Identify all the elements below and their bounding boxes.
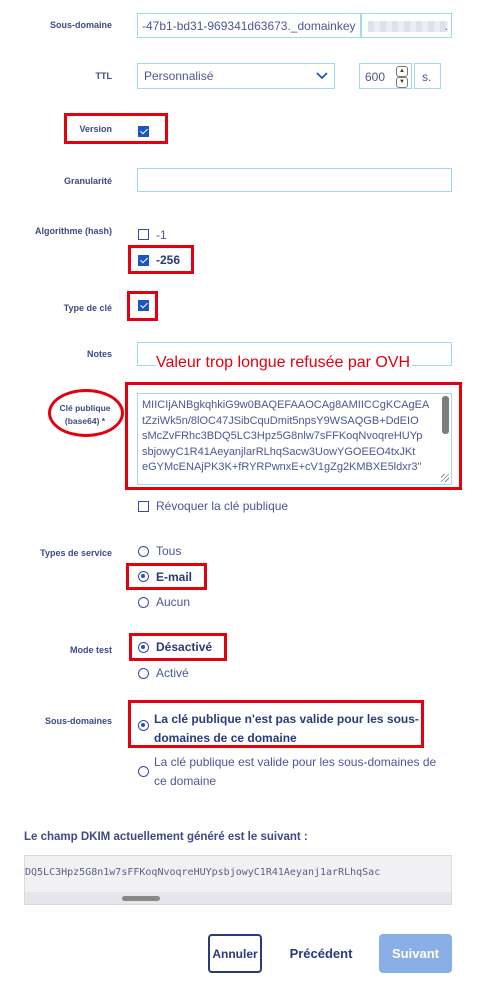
granularity-label: Granularité [63, 176, 112, 186]
public-key-label: Clé publique (base64) * [59, 403, 111, 426]
revoke-key-checkbox[interactable] [138, 501, 149, 512]
dkim-scrollbar-thumb[interactable] [122, 896, 160, 901]
hash-sha1-label: -1 [156, 228, 167, 242]
subdomains-invalid-radio[interactable] [138, 720, 149, 731]
public-key-text: MIICIjANBgkqhkiG9w0BAQEFAAOCAg8AMIICCgKCAgEA tZziWk5n/8lOC47JSibCquDmit5npsY9WSAQGB+DdEIO sMcZvFRhc3BDQ5LC3Hpz5G8nlw7sFFKoqNvoqreHUYp sbjowyC1R41AeyanjlarRLhqSacw3UowYGOEEO4txJKt eGYMcENAjPK3K+fRYRPwnxE+cV1gZg2KMBXE5ldxr3" [142, 399, 430, 473]
test-mode-on-label: Activé [156, 666, 189, 680]
ttl-label: TTL [95, 71, 112, 81]
chevron-down-icon [316, 72, 328, 80]
subdomains-valid-radio[interactable] [138, 766, 149, 777]
hash-algorithm-label: Algorithme (hash) [34, 226, 112, 236]
previous-button[interactable]: Précédent [289, 946, 353, 961]
service-all-radio[interactable] [138, 546, 149, 557]
subdomain-domain-input[interactable]: . [361, 13, 452, 38]
test-mode-label: Mode test [69, 645, 112, 655]
stepper-down-icon[interactable]: ▼ [396, 77, 408, 88]
ttl-number-input[interactable]: 600 ▲ ▼ [359, 63, 412, 89]
key-type-checkbox[interactable] [138, 300, 149, 311]
key-type-label: Type de clé [63, 303, 112, 313]
test-mode-off-label: Désactivé [156, 640, 213, 654]
ttl-stepper[interactable] [396, 66, 408, 86]
version-checkbox[interactable] [138, 126, 149, 137]
version-label: Version [79, 124, 112, 134]
ttl-unit: s. [414, 63, 441, 89]
hash-sha1-checkbox[interactable] [138, 229, 149, 240]
version-highlight [64, 113, 168, 144]
dkim-heading: Le champ DKIM actuellement généré est le suivant : [24, 831, 308, 843]
subdomains-label: Sous-domaines [44, 716, 112, 726]
textarea-scrollbar[interactable] [442, 396, 449, 434]
service-types-label: Types de service [40, 548, 112, 558]
subdomain-input[interactable]: -47b1-bd31-969341d63673._domainkey [137, 13, 361, 38]
test-mode-on-radio[interactable] [138, 668, 149, 679]
subdomain-label: Sous-domaine [49, 20, 112, 30]
granularity-input[interactable] [137, 168, 452, 192]
hash-sha256-label: -256 [156, 253, 181, 267]
service-none-radio[interactable] [138, 597, 149, 608]
blurred-domain-text [368, 21, 448, 32]
dkim-field [24, 855, 452, 905]
next-button[interactable]: Suivant [379, 934, 452, 973]
ttl-select[interactable]: Personnalisé [137, 63, 335, 89]
service-all-label: Tous [156, 544, 182, 558]
hash-sha256-checkbox[interactable] [138, 255, 149, 266]
annotation-text: Valeur trop longue refusée par OVH [156, 354, 411, 371]
test-mode-off-radio[interactable] [138, 642, 149, 653]
service-none-label: Aucun [156, 595, 191, 609]
notes-label: Notes [86, 349, 112, 359]
subdomains-valid-label: La clé publique est valide pour les sous-domaines de ce domaine [154, 755, 437, 788]
service-email-radio[interactable] [138, 571, 149, 582]
stepper-up-icon[interactable]: ▲ [396, 66, 408, 77]
resize-handle-icon[interactable] [441, 474, 449, 482]
dkim-value: DQ5LC3Hpz5G8n1w7sFFKoqNvoqreHUYpsbjowyC1R41Aeyanj1arRLhqSac [25, 867, 381, 878]
public-key-textarea[interactable] [137, 393, 452, 485]
service-email-label: E-mail [156, 570, 193, 584]
dkim-scrollbar[interactable] [25, 892, 451, 904]
revoke-key-label: Révoquer la clé publique [156, 499, 289, 513]
subdomains-invalid-label: La clé publique n'est pas valide pour les sous- domaines de ce domaine [154, 712, 419, 745]
cancel-button[interactable]: Annuler [208, 934, 262, 973]
